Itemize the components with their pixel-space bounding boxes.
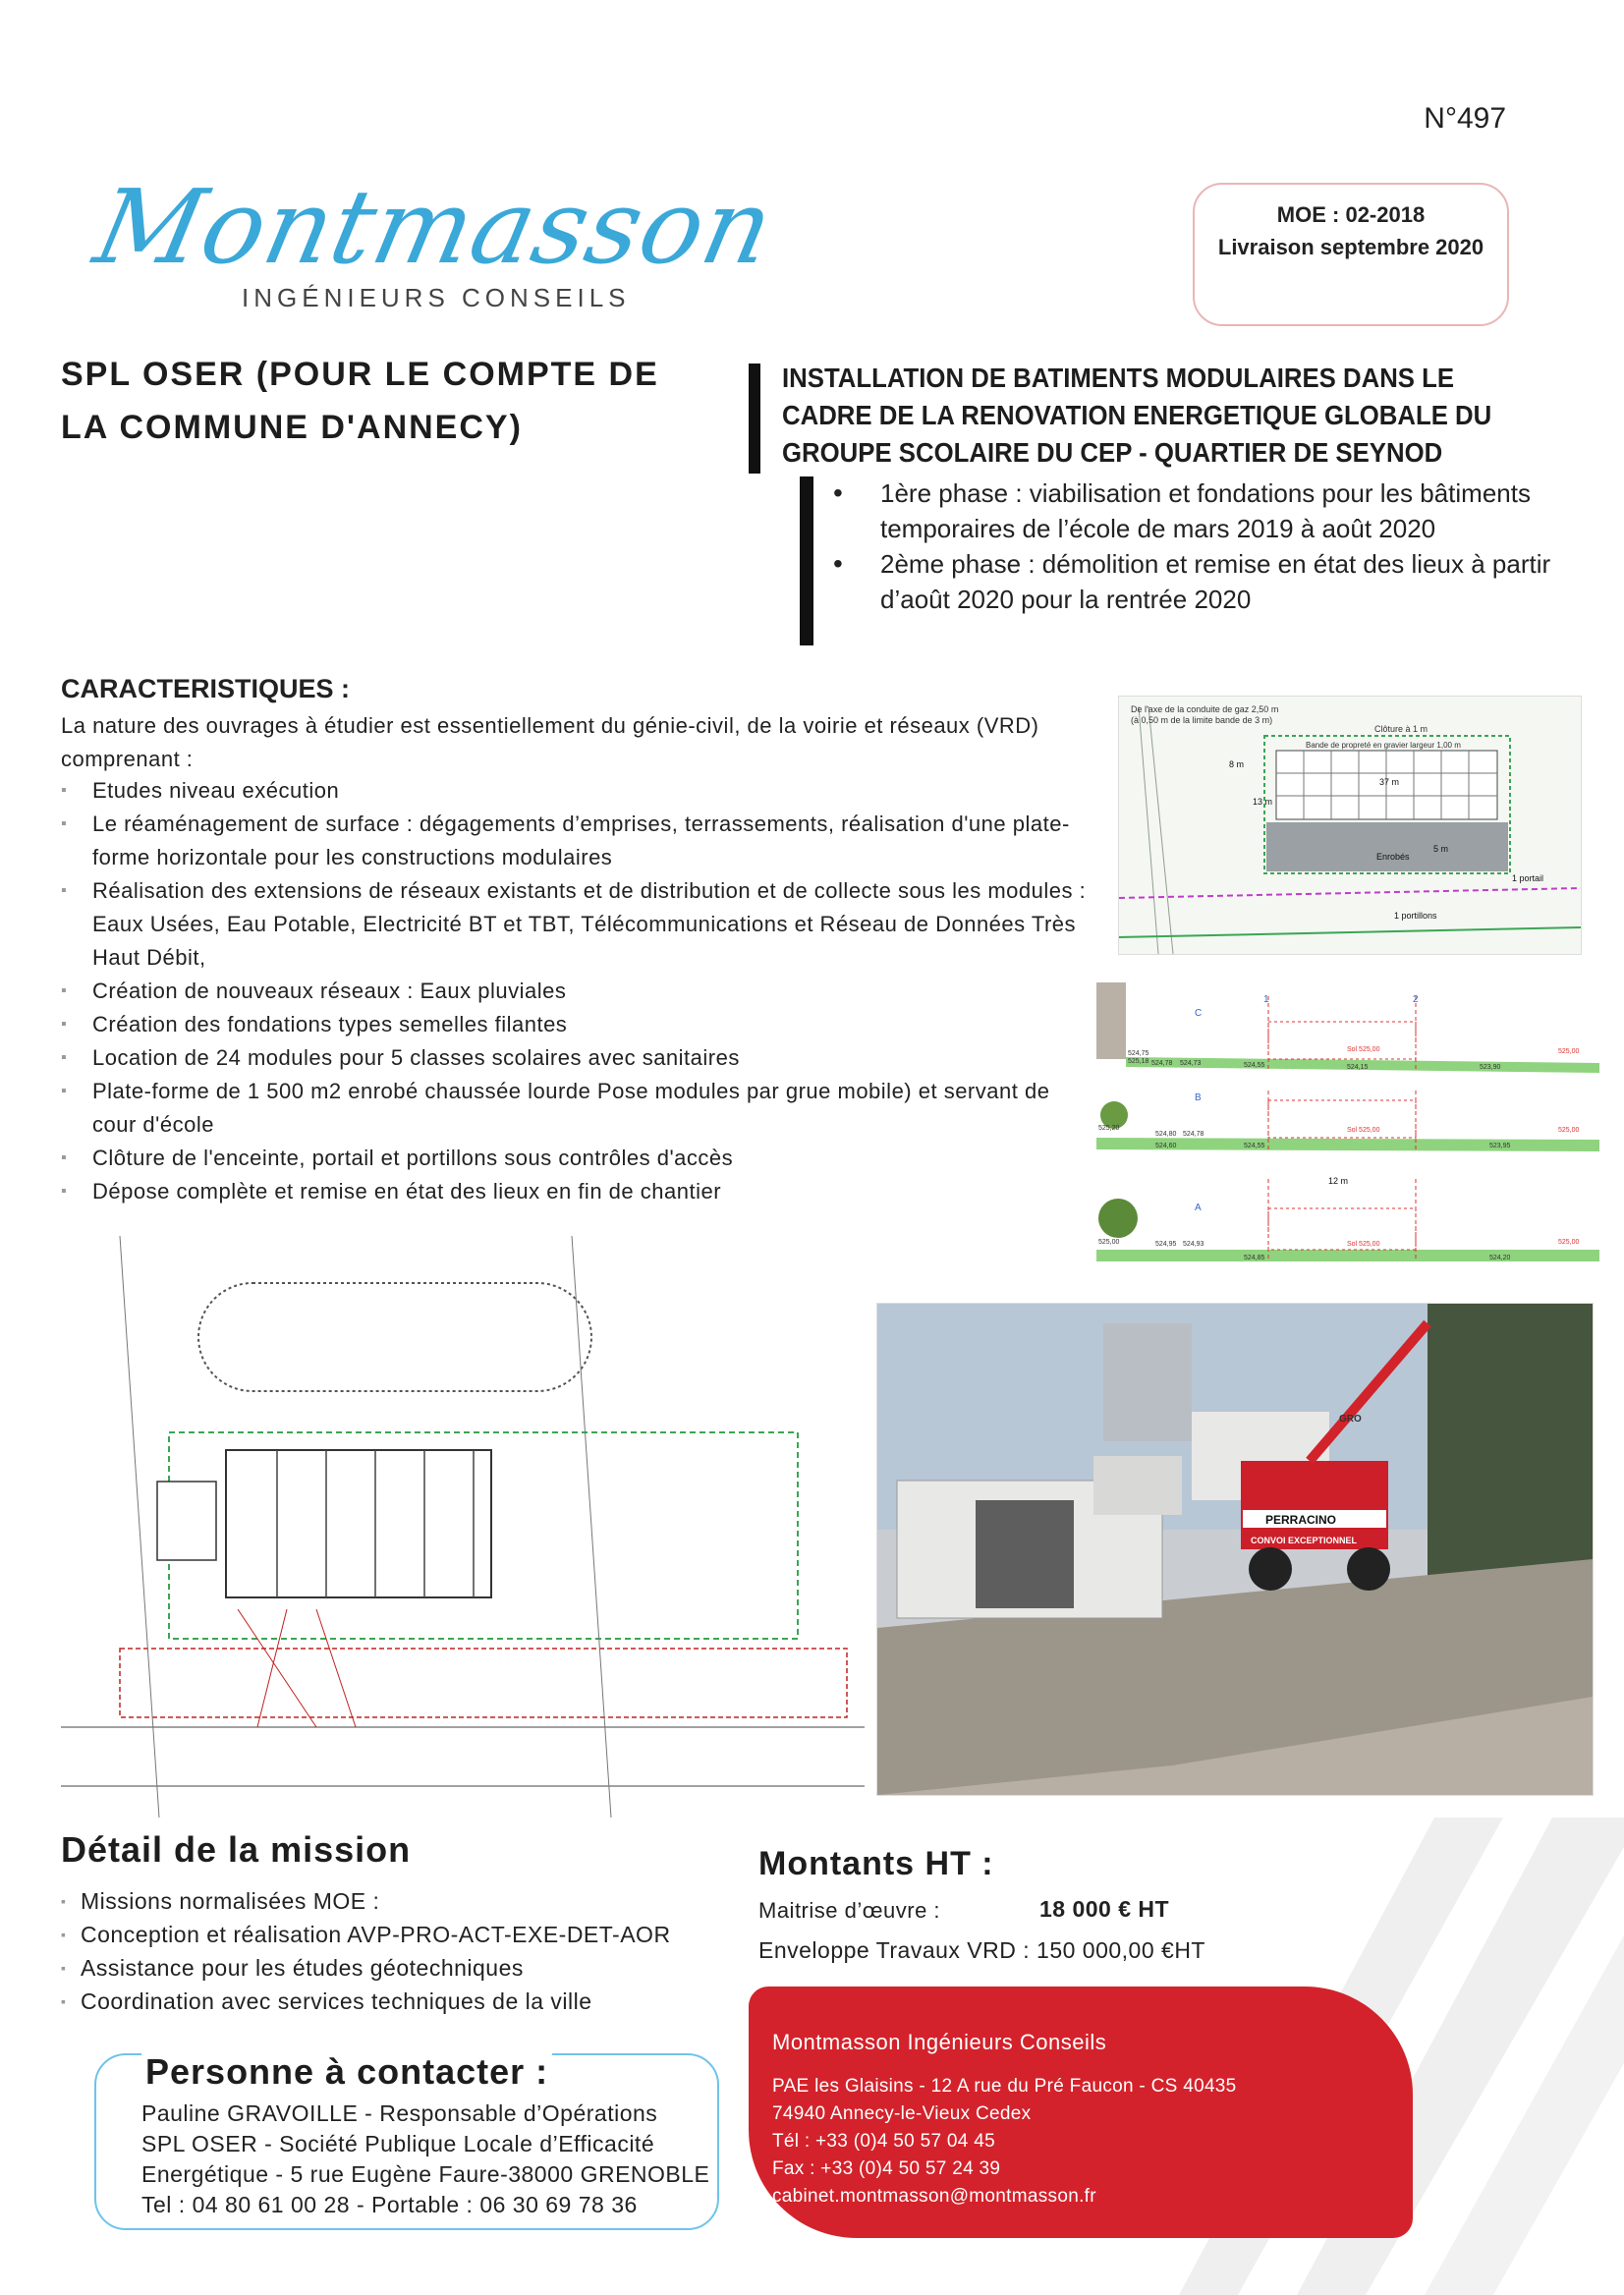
truck-label: PERRACINO [1265,1513,1337,1527]
phase-text: temporaires de l’école de mars 2019 à août 2020 [880,514,1436,543]
site-layout-drawing [1119,697,1581,954]
list-item-text: ▪ Etudes niveau exécution [92,778,340,803]
plan-dimension: 13 m [1253,797,1273,807]
mission-list [61,1884,768,2018]
delivery-date: Livraison septembre 2020 [1217,235,1484,259]
company-address [772,2073,1237,2211]
phase-text: • 1ère phase : viabilisation et fondations pour les bâtiments [880,478,1531,508]
contact-line: Pauline GRAVOILLE - Responsable d’Opérations [141,2100,658,2126]
phases-accent-bar [800,476,813,645]
plan-label: Clôture à 1 m [1374,724,1428,734]
plan-dimension: 8 m [1229,759,1245,769]
section-a [1096,1179,1599,1261]
contact-line: SPL OSER - Société Publique Locale d’Efficacité [141,2131,655,2156]
level-label: 525,18 [1128,1058,1149,1065]
level-label: Sol 525,00 [1347,1241,1380,1248]
level-label: 524,78 [1151,1060,1173,1067]
moe-fee-value: 18 000 € HT [1039,1896,1170,1922]
level-label: 525,20 [1098,1125,1120,1132]
list-item [61,1041,1102,1075]
characteristics-intro [61,709,1102,776]
list-item [61,874,1102,975]
project-title-line: GROUPE SCOLAIRE DU CEP - QUARTIER DE SEYNOD [782,437,1443,468]
construction-site-photo [876,1303,1594,1796]
section-label: B [1195,1092,1202,1103]
level-label: Sol 525,00 [1347,1127,1380,1134]
section-col-label: 1 [1263,994,1269,1005]
company-contact-card [749,1987,1413,2238]
level-label: 524,55 [1244,1062,1265,1069]
plan-label: 1 portillons [1394,911,1437,921]
phase-item [825,476,1572,546]
intro-line: La nature des ouvrages à étudier est essentiellement du génie-civil, de la voirie et réseaux (VRD) [61,713,1039,738]
project-title-line: CADRE DE LA RENOVATION ENERGETIQUE GLOBALE DU [782,400,1492,430]
intro-line: comprenant : [61,747,194,771]
level-label: 524,60 [1155,1143,1177,1149]
section-label: C [1195,1008,1203,1019]
list-item [61,1008,1102,1041]
project-title-line: INSTALLATION DE BATIMENTS MODULAIRES DANS LE [782,363,1455,393]
list-item [61,774,1102,808]
plan-dimension: 37 m [1379,777,1400,787]
list-item-text: ▪ Clôture de l'enceinte, portail et portillons sous contrôles d'accès [92,1146,734,1170]
title-accent-bar [749,364,760,474]
plan-label: 1 portail [1512,873,1544,883]
mission-title: Détail de la mission [61,1829,412,1870]
section-col-label: 2 [1413,994,1419,1005]
plan-dimension: 5 m [1433,844,1449,854]
list-item [61,1175,1102,1208]
level-label: 525,00 [1558,1127,1580,1134]
client-name [61,348,709,454]
cross-sections-drawing [1096,982,1599,1269]
works-budget: Enveloppe Travaux VRD : 150 000,00 €HT [758,1937,1205,1963]
moe-fee-label: Maitrise d’œuvre : [758,1898,941,1923]
level-label: 525,00 [1558,1239,1580,1246]
list-item-text: cour d'école [92,1112,214,1137]
level-label: 524,85 [1244,1255,1265,1261]
level-label: 524,93 [1183,1241,1204,1248]
company-logo [69,167,784,324]
level-label: 524,75 [1128,1050,1149,1057]
level-label: 524,95 [1155,1241,1177,1248]
level-label: 524,73 [1180,1060,1202,1067]
client-line: LA COMMUNE D'ANNECY) [61,409,523,446]
project-phases [825,476,1572,617]
list-item-text: forme horizontale pour les constructions modulaires [92,845,613,869]
list-item: ▪ Assistance pour les études géotechniques [61,1951,768,1985]
sections-svg [1096,982,1599,1269]
contact-line: Energétique - 5 rue Eugène Faure-38000 GRENOBLE [141,2161,710,2187]
truck-label: CONVOI EXCEPTIONNEL [1251,1536,1358,1545]
photo-illustration [877,1304,1593,1795]
plan-label: Enrobés [1376,852,1410,862]
section-dimension: 12 m [1328,1176,1349,1186]
level-label: 524,80 [1155,1131,1177,1138]
list-item-text: ▪ Création des fondations types semelles filantes [92,1012,568,1036]
moe-reference: MOE : 02-2018 [1276,202,1426,227]
characteristics-list [61,774,1102,1208]
logo-wordmark: Montmasson [85,167,784,287]
plan-note: (à 0,50 m de la limite bande de 3 m) [1131,715,1273,725]
level-label: 525,00 [1558,1048,1580,1055]
level-label: 524,55 [1244,1143,1265,1149]
list-item: ▪ Coordination avec services techniques de la ville [61,1985,768,2018]
plan-label: Bande de propreté en gravier largeur 1,00 m [1306,741,1461,750]
amounts-title: Montants HT : [758,1845,994,1882]
phase-item [825,546,1572,617]
list-item [61,1075,1102,1142]
list-item-text: ▪ Location de 24 modules pour 5 classes scolaires avec sanitaires [92,1045,740,1070]
list-item: ▪ Conception et réalisation AVP-PRO-ACT-EXE-DET-AOR [61,1918,768,1951]
address-line: 74940 Annecy-le-Vieux Cedex [772,2103,1032,2124]
level-label: 525,00 [1098,1239,1120,1246]
level-label: 524,78 [1183,1131,1204,1138]
site-plan-svg [61,1236,865,1818]
contact-line: Tel : 04 80 61 00 28 - Portable : 06 30 69 78 36 [141,2192,638,2217]
project-title [782,360,1523,472]
level-label: 524,20 [1489,1255,1511,1261]
phase-text: d’août 2020 pour la rentrée 2020 [880,585,1252,614]
contact-title: Personne à contacter : [141,2051,552,2093]
list-item: ▪ Missions normalisées MOE : [61,1884,768,1918]
email-link[interactable]: cabinet.montmasson@montmasson.fr [772,2186,1096,2207]
logo-tagline: INGÉNIEURS CONSEILS [242,283,631,312]
fax-number: Fax : +33 (0)4 50 57 24 39 [772,2158,1001,2179]
list-item-text: ▪ Création de nouveaux réseaux : Eaux pluviales [92,979,567,1003]
list-item [61,808,1102,874]
list-item-text: Eaux Usées, Eau Potable, Electricité BT et TBT, Télécommunications et Réseau de Données Très [92,912,1077,936]
list-item-text: ▪ Réalisation des extensions de réseaux existants et de distribution et de collecte sous les modules : [92,878,1087,903]
company-name: Montmasson Ingénieurs Conseils [772,2030,1107,2054]
list-item [61,1142,1102,1175]
site-plan-drawing [61,1236,865,1818]
list-item-text: Haut Débit, [92,945,206,970]
phone-number: Tél : +33 (0)4 50 57 04 45 [772,2131,995,2152]
level-label: 523,95 [1489,1143,1511,1149]
level-label: 524,15 [1347,1064,1369,1071]
address-line: PAE les Glaisins - 12 A rue du Pré Faucon - CS 40435 [772,2076,1237,2097]
characteristics-title: CARACTERISTIQUES : [61,674,351,703]
moe-reference-box [1193,183,1509,326]
level-label: Sol 525,00 [1347,1046,1380,1053]
list-item-text: ▪ Le réaménagement de surface : dégagements d’emprises, terrassements, réalisation d'une plate- [92,812,1070,836]
list-item-text: ▪ Plate-forme de 1 500 m2 enrobé chaussée lourde Pose modules par grue mobile) et servant de [92,1079,1050,1103]
plan-note: De l'axe de la conduite de gaz 2,50 m [1131,704,1279,714]
site-layout-plan [1118,696,1582,955]
list-item-text: ▪ Dépose complète et remise en état des lieux en fin de chantier [92,1179,722,1203]
list-item [61,975,1102,1008]
level-label: 523,90 [1480,1064,1501,1071]
document-number: N°497 [1424,102,1506,135]
client-line: SPL OSER (POUR LE COMPTE DE [61,356,659,393]
phase-text: • 2ème phase : démolition et remise en état des lieux à partir [880,549,1551,579]
crane-label: GRO [1339,1414,1362,1425]
contact-details [141,2099,711,2220]
section-label: A [1195,1203,1202,1213]
